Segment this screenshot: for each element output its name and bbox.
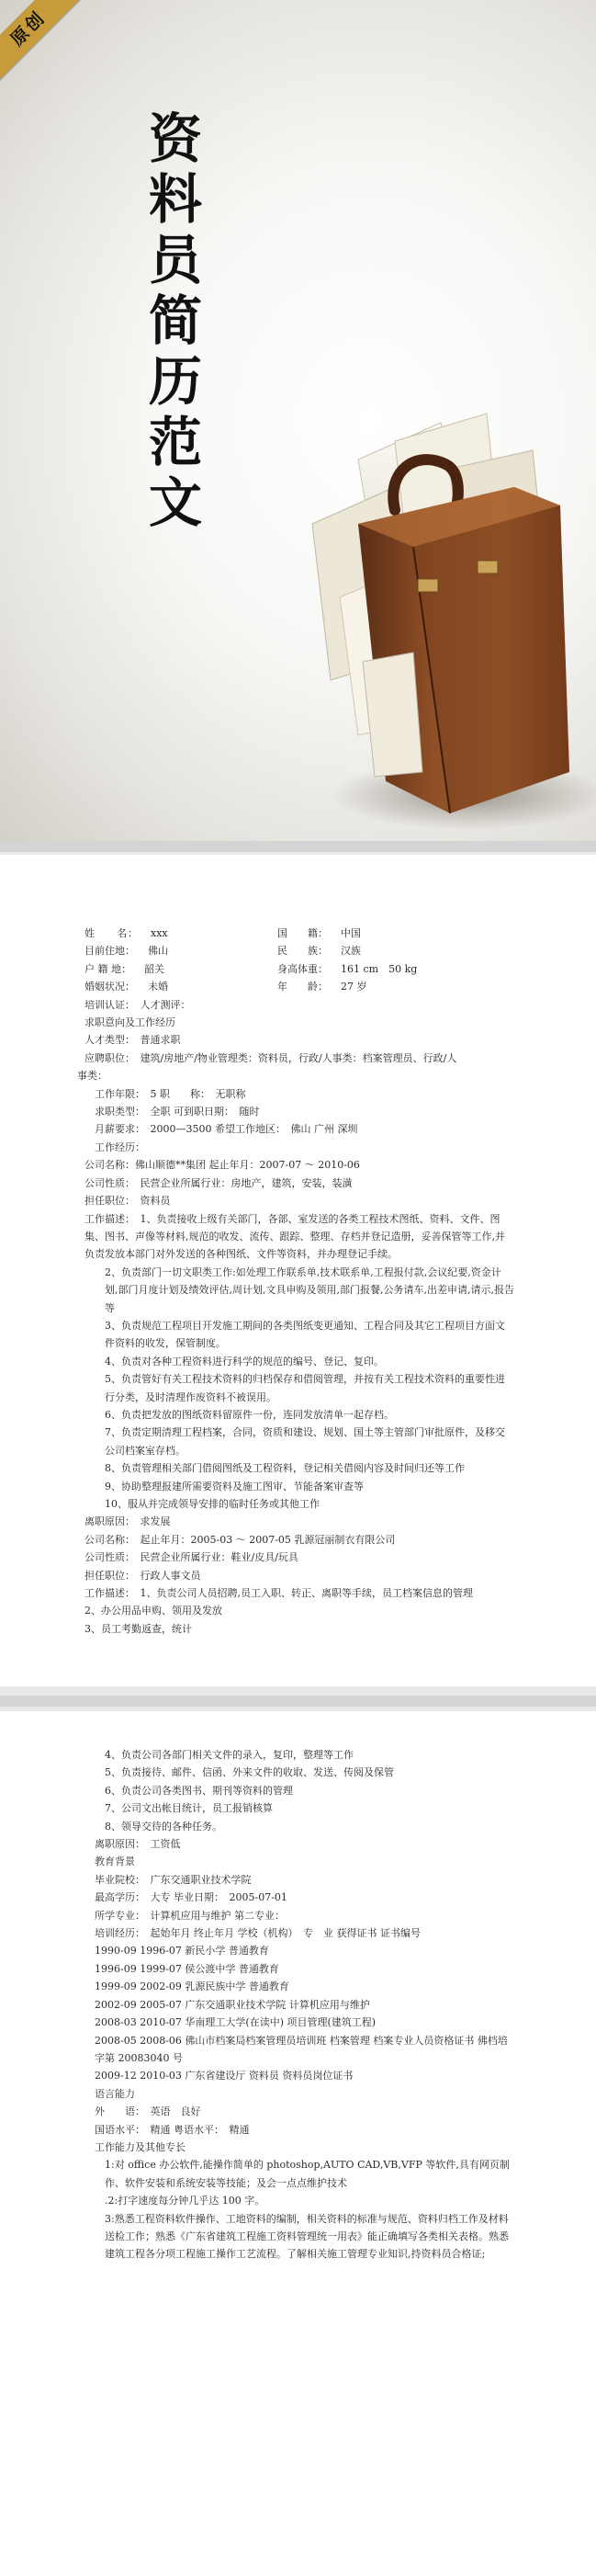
text-line: 外 语： 英语 良好 [95,2105,201,2118]
info-row [84,960,514,978]
text-line: 1999-09 2002-09 乳源民族中学 普通教育 [95,1980,289,1993]
resume-page-1 [0,855,596,1686]
paragraph: 2008-05 2008-06 佛山市档案局档案管理员培训班 档案管理 档案专业人员资格证书 佛档培字第 20083040 号 [95,2034,508,2064]
text-line: 应聘职位： 建筑/房地产/物业管理类：资料员，行政/人事类：档案管理员、行政/人 [84,1051,457,1064]
paragraph: 7、负责定期清理工程档案，合同，资质和建设、规划、国土等主管部门审批原件，及移交公司档案室存档。 [105,1426,505,1457]
paragraph: 9、协助整理报建所需要资料及施工图审、节能备案审查等 [105,1480,364,1492]
text-line: 2009-12 2010-03 广东省建设厅 资料员 资料员岗位证书 [95,2070,354,2082]
nationality-value: 中国 [341,927,361,939]
text-line: 离职原因： 工资低 [95,1838,181,1851]
text-line: 工作经历： [95,1140,145,1153]
text-line: 1990-09 1996-07 新民小学 普通教育 [95,1945,269,1958]
cover [0,0,596,841]
badge-ribbon [0,0,101,101]
hometown-label: 目前住地： [84,945,135,958]
text-line: 2002-09 2005-07 广东交通职业技术学院 计算机应用与维护 [95,1998,370,2011]
page-separator [0,1696,596,1707]
paragraph: 工作描述： 1、负责接收上级有关部门，各部、室发送的各类工程技术图纸、资料、文件、图集、图书、声像等材料,规范的收发、流传、跟踪、整理、存档并登记造册，妥善保管等工作,并负责发放本部门对外发送的各种图纸、文件等资料，并办理登记手续。 [84,1212,505,1261]
text-line: 6、负责公司各类图书、期刊等资料的管理 [105,1784,293,1797]
text-line: 7、公司文出帐目统计，员工报销核算 [105,1802,273,1815]
section-heading: 求职意向及工作经历 [84,1016,175,1029]
badge-label: 原创 [0,0,88,88]
text-line: 工作年限： 5 职 称： 无职称 [95,1087,246,1100]
paragraph: 3:熟悉工程资料软件操作、工地资料的编制，相关资料的标准与规范、资料归档工作及材料送检工作；熟悉《广东省建筑工程施工资料管理统一用表》能正确填写各类相关表格。熟悉建筑工程各分项工程施工操作工艺流程。了解相关施工管理专业知识,持资料员合格证; [105,2212,509,2261]
text-line: 毕业院校： 广东交通职业技术学院 [95,1873,252,1886]
text-line: 公司性质： 民营企业所属行业：鞋业/皮具/玩具 [84,1551,298,1564]
ethnicity-value: 汉族 [341,945,361,958]
paragraph: 2、负责部门一切文职类工作:如处理工作联系单,技术联系单,工程报付款,会议纪要,资金计划,部门月度计划及绩效评估,周计划,文具申购及领用,部门报餐,公务请车,出差申请,请示,报告等 [105,1265,514,1314]
text-line: 所学专业： 计算机应用与维护 第二专业： [95,1909,285,1922]
text-line: 人才类型： 普通求职 [84,1034,181,1047]
paragraph: 5、负责管好有关工程技术资料的归档保存和借阅管理，并按有关工程技术资料的重要性进行分类，及时清理作废资料不被误用。 [105,1373,505,1403]
text-line: .2:打字速度每分钟几乎达 100 字。 [105,2195,265,2207]
text-line: 2、办公用品申购、领用及发放 [84,1605,222,1617]
text-line: 担任职位： 资料员 [84,1195,171,1208]
hukou-label: 户 籍 地： [84,962,131,975]
info-row [84,978,514,995]
paragraph: 6、负责把发放的图纸资料留原件一份，连同发放清单一起存档。 [105,1408,394,1421]
section-heading: 语言能力 [95,2087,135,2100]
resume-body-2 [84,1746,514,2264]
text-line: 4、负责公司各部门相关文件的录入，复印，整理等工作 [105,1749,354,1761]
hukou-value: 韶关 [144,962,164,975]
age-value: 27 岁 [341,981,367,993]
name-label: 姓 名： [84,927,138,939]
text-line: 1996-09 1999-07 侯公渡中学 普通教育 [95,1962,279,1975]
cover-title: 资料员简历范文 [148,108,202,534]
info-row [84,942,514,959]
page-separator [0,841,596,852]
text-line: 公司名称：佛山顺德**集团 起止年月：2007-07 ～ 2010-06 [84,1159,360,1172]
text-line: 3、员工考勤返查，统计 [84,1622,192,1635]
briefcase-illustration [257,386,596,841]
section-heading: 教育背景 [95,1855,135,1868]
hometown-value: 佛山 [148,945,168,958]
paragraph: 3、负责规范工程项目开发施工期间的各类图纸变更通知、工程合同及其它工程项目方面文件资料的收发，保管制度。 [105,1319,505,1350]
text-line: 离职原因： 求发展 [84,1515,171,1528]
text-line: 工作描述： 1、负责公司人员招聘,员工入职、转正、离职等手续，员工档案信息的管理 [84,1587,473,1600]
ethnicity-label: 民 族： [277,945,328,958]
text-line: 5、负责接待、邮件、信函、外来文件的收取、发送、传阅及保管 [105,1766,394,1779]
text-line: 国语水平： 精通 粤语水平： 精通 [95,2123,250,2136]
info-row [84,925,514,942]
text-line: 事类： [77,1070,107,1083]
nationality-label: 国 籍： [277,927,328,939]
text-line: 培训认证： 人才测评： [84,998,191,1011]
marital-value: 未婚 [148,981,168,993]
text-line: 培训经历： 起始年月 终止年月 学校（机构） 专 业 获得证书 证书编号 [95,1927,421,1940]
text-line: 公司名称： 起止年月：2005-03 ～ 2007-05 乳源冠丽制衣有限公司 [84,1533,396,1546]
text-line: 求职类型： 全职 可到职日期： 随时 [95,1106,260,1118]
height-value: 161 cm 50 kg [341,962,418,975]
text-line: 最高学历： 大专 毕业日期： 2005-07-01 [95,1891,287,1904]
section-heading: 工作能力及其他专长 [95,2140,186,2153]
text-line: 8、领导交待的各种任务。 [105,1820,222,1833]
paragraph: 1:对 office 办公软件,能操作简单的 photoshop,AUTO CAD,VB,VFP 等软件,具有网页制作、软件安装和系统安装等技能；及会一点点维护技术 [105,2159,510,2189]
resume-body-1 [77,925,514,1638]
text-line: 公司性质： 民营企业所属行业：房地产，建筑，安装，装潢 [84,1176,353,1189]
text-line: 月薪要求： 2000—3500 希望工作地区： 佛山 广州 深圳 [95,1123,358,1136]
text-line: 2008-03 2010-07 华南理工大学(在读中) 项目管理(建筑工程) [95,2016,377,2029]
age-label: 年 龄： [277,981,328,993]
resume-page-2 [0,1711,596,2576]
name-value: xxx [151,927,168,939]
marital-label: 婚姻状况： [84,981,135,993]
paragraph: 8、负责管理相关部门借阅图纸及工程资料，登记相关借阅内容及时间归还等工作 [105,1462,465,1475]
height-label: 身高体重： [277,962,328,975]
text-line: 担任职位： 行政人事文员 [84,1569,201,1582]
paragraph: 4、负责对各种工程资料进行科学的规范的编号、登记、复印。 [105,1355,384,1367]
paragraph: 10、服从并完成领导安排的临时任务或其他工作 [105,1498,320,1510]
